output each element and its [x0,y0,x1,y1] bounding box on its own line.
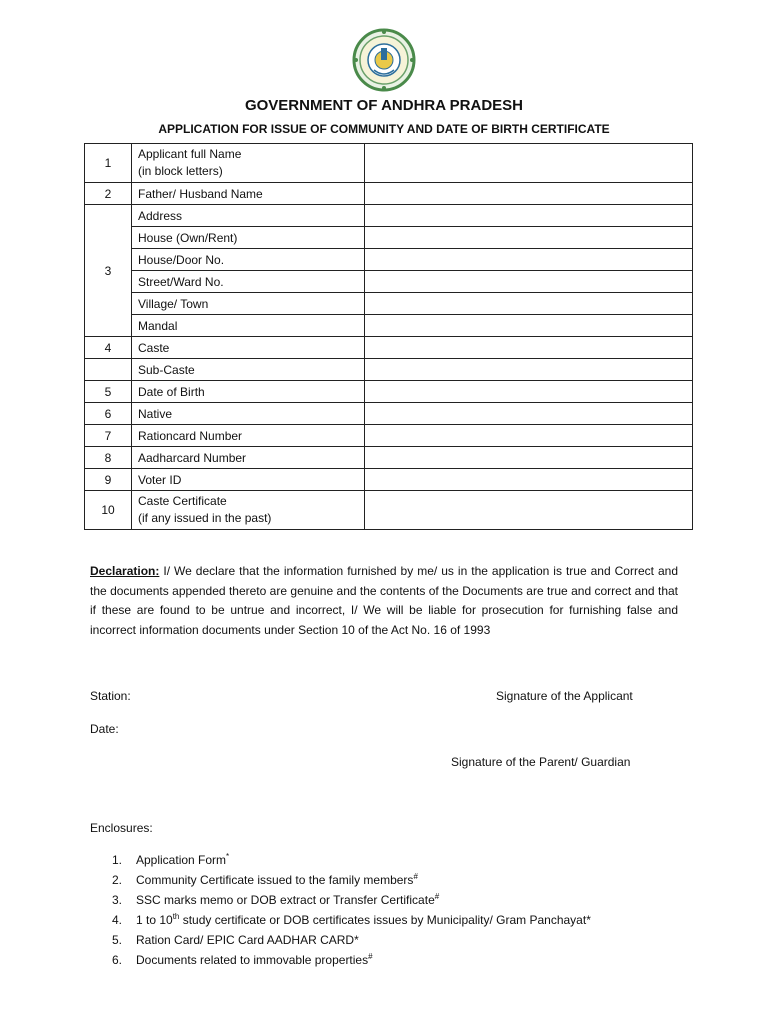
list-item-text: Ration Card/ EPIC Card AADHAR CARD* [136,933,359,947]
sub-caste-field[interactable] [365,359,693,381]
row-number: 8 [85,447,132,469]
house-own-rent-label: House (Own/Rent) [132,227,365,249]
table-row [85,205,693,227]
caste-field[interactable] [365,337,693,359]
aadharcard-number-label: Aadharcard Number [132,447,365,469]
table-row [85,469,693,491]
village-town-field[interactable] [365,293,693,315]
row-number: 2 [85,183,132,205]
declaration-paragraph [90,562,678,640]
address-field[interactable] [365,205,693,227]
native-label: Native [132,403,365,425]
row-number: 10 [85,491,132,530]
list-item-text: 1 to 10th study certificate or DOB certificates issues by Municipality/ Gram Panchayat* [136,912,591,927]
station-label: Station: [90,689,131,703]
enclosures-list [112,850,591,970]
list-item-number: 3. [112,893,123,907]
row-number: 3 [85,205,132,337]
list-item-number: 4. [112,913,123,927]
applicant-name-label: Applicant full Name [138,147,242,161]
table-row [85,315,693,337]
father-husband-name-field[interactable] [365,183,693,205]
list-item [112,910,591,930]
mandal-field[interactable] [365,315,693,337]
list-item [112,890,591,910]
table-row [85,337,693,359]
row-number: 7 [85,425,132,447]
list-item [112,850,591,870]
list-item-text: Documents related to immovable properties# [136,952,373,967]
caste-certificate-label: Caste Certificate [138,494,227,508]
list-item [112,930,591,950]
form-subtitle: APPLICATION FOR ISSUE OF COMMUNITY AND DATE OF BIRTH CERTIFICATE [158,122,610,136]
address-label: Address [132,205,365,227]
date-label: Date: [90,722,119,736]
table-row [85,183,693,205]
date-of-birth-field[interactable] [365,381,693,403]
field-label [132,144,365,183]
table-row [85,293,693,315]
declaration-text: I/ We declare that the information furnished by me/ us in the application is true and Correct and the documents appended thereto are genuine and the contents of the Documents are true and correct and that if these are found to be untrue and incorrect, I/ We will be liable for prosecution for furnishing false and incorrect information documents under Section 10 of the Act No. 16 of 1993 [90,564,678,637]
list-item-text: Community Certificate issued to the family members# [136,872,418,887]
sub-caste-label: Sub-Caste [132,359,365,381]
enclosures-heading: Enclosures: [90,821,153,835]
applicant-name-hint: (in block letters) [138,164,223,178]
father-husband-name-label: Father/ Husband Name [132,183,365,205]
table-row [85,227,693,249]
row-number: 5 [85,381,132,403]
table-row [85,359,693,381]
applicant-signature-label: Signature of the Applicant [496,689,633,703]
date-of-birth-label: Date of Birth [132,381,365,403]
house-door-no-label: House/Door No. [132,249,365,271]
caste-certificate-hint: (if any issued in the past) [138,511,272,525]
rationcard-number-field[interactable] [365,425,693,447]
row-number: 6 [85,403,132,425]
list-item-number: 2. [112,873,123,887]
table-row [85,403,693,425]
table-row [85,491,693,530]
list-item-number: 1. [112,853,123,867]
row-number-empty [85,359,132,381]
table-row [85,381,693,403]
field-label [132,491,365,530]
voter-id-field[interactable] [365,469,693,491]
street-ward-no-label: Street/Ward No. [132,271,365,293]
row-number: 1 [85,144,132,183]
government-emblem-icon [352,26,416,94]
native-field[interactable] [365,403,693,425]
caste-certificate-field[interactable] [365,491,693,530]
house-door-no-field[interactable] [365,249,693,271]
rationcard-number-label: Rationcard Number [132,425,365,447]
applicant-name-field[interactable] [365,144,693,183]
caste-label: Caste [132,337,365,359]
table-row [85,447,693,469]
list-item-number: 5. [112,933,123,947]
application-form-table [84,143,693,530]
table-row [85,249,693,271]
house-own-rent-field[interactable] [365,227,693,249]
parent-guardian-signature-label: Signature of the Parent/ Guardian [451,755,631,769]
street-ward-no-field[interactable] [365,271,693,293]
village-town-label: Village/ Town [132,293,365,315]
aadharcard-number-field[interactable] [365,447,693,469]
list-item [112,870,591,890]
declaration-heading: Declaration: [90,564,160,578]
list-item-text: SSC marks memo or DOB extract or Transfer Certificate# [136,892,440,907]
voter-id-label: Voter ID [132,469,365,491]
table-row [85,425,693,447]
mandal-label: Mandal [132,315,365,337]
list-item-text: Application Form* [136,852,230,867]
list-item [112,950,591,970]
list-item-number: 6. [112,953,123,967]
row-number: 4 [85,337,132,359]
page-title: GOVERNMENT OF ANDHRA PRADESH [244,97,524,114]
table-row [85,271,693,293]
row-number: 9 [85,469,132,491]
table-row [85,144,693,183]
